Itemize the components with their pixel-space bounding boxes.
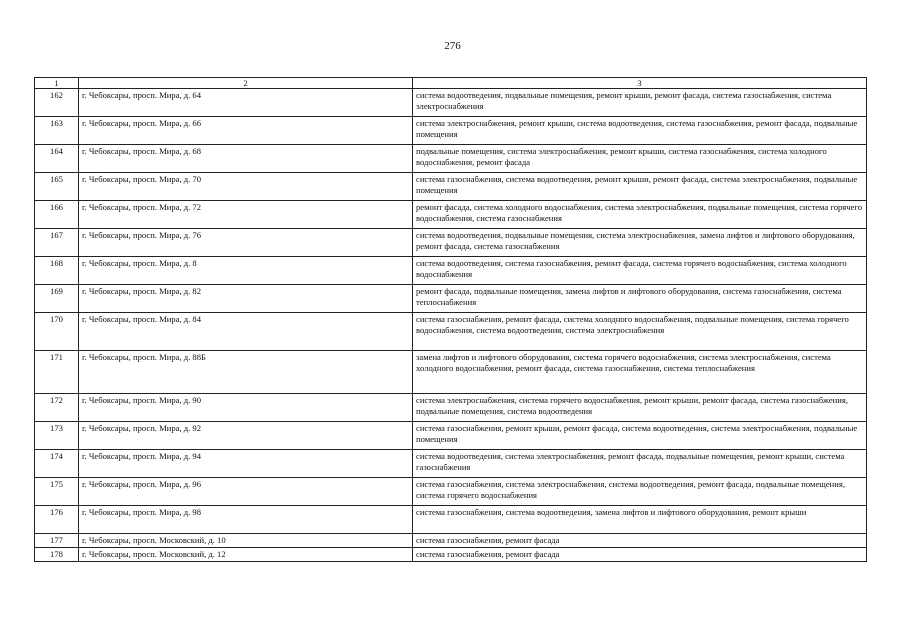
row-works: система электроснабжения, ремонт крыши, система водоотведения, система газоснабжения, ремонт фасада, подвальные помещения <box>413 117 867 145</box>
row-number: 174 <box>35 450 79 478</box>
row-address: г. Чебоксары, просп. Мира, д. 68 <box>79 145 413 173</box>
header-col-1: 1 <box>35 78 79 89</box>
row-number: 169 <box>35 285 79 313</box>
table-row <box>35 422 867 450</box>
table-row <box>35 201 867 229</box>
row-number: 164 <box>35 145 79 173</box>
row-address: г. Чебоксары, просп. Мира, д. 82 <box>79 285 413 313</box>
table-row <box>35 506 867 534</box>
row-works: система газоснабжения, ремонт фасада <box>413 548 867 562</box>
works-table <box>34 77 867 562</box>
row-number: 162 <box>35 89 79 117</box>
table-row <box>35 394 867 422</box>
row-number: 172 <box>35 394 79 422</box>
row-number: 168 <box>35 257 79 285</box>
header-row <box>35 78 867 89</box>
table-row <box>35 173 867 201</box>
table-row <box>35 117 867 145</box>
row-address: г. Чебоксары, просп. Мира, д. 84 <box>79 313 413 351</box>
table-row <box>35 478 867 506</box>
table-header <box>35 78 867 89</box>
table-row <box>35 257 867 285</box>
row-number: 163 <box>35 117 79 145</box>
row-address: г. Чебоксары, просп. Мира, д. 8 <box>79 257 413 285</box>
row-number: 177 <box>35 534 79 548</box>
row-number: 166 <box>35 201 79 229</box>
row-number: 165 <box>35 173 79 201</box>
page-number: 276 <box>444 40 461 52</box>
row-number: 170 <box>35 313 79 351</box>
row-address: г. Чебоксары, просп. Мира, д. 76 <box>79 229 413 257</box>
table-row <box>35 285 867 313</box>
row-works: ремонт фасада, система холодного водоснабжения, система электроснабжения, подвальные помещения, система горячего водоснабжения, система газоснабжения <box>413 201 867 229</box>
row-works: система газоснабжения, система водоотведения, ремонт крыши, ремонт фасада, система электроснабжения, подвальные помещения <box>413 173 867 201</box>
row-works: система водоотведения, система электроснабжения, ремонт фасада, подвальные помещения, ремонт крыши, система газоснабжения <box>413 450 867 478</box>
row-address: г. Чебоксары, просп. Мира, д. 92 <box>79 422 413 450</box>
row-address: г. Чебоксары, просп. Мира, д. 90 <box>79 394 413 422</box>
row-address: г. Чебоксары, просп. Мира, д. 88Б <box>79 351 413 394</box>
row-address: г. Чебоксары, просп. Мира, д. 70 <box>79 173 413 201</box>
row-address: г. Чебоксары, просп. Мира, д. 96 <box>79 478 413 506</box>
row-number: 173 <box>35 422 79 450</box>
row-works: система водоотведения, система газоснабжения, ремонт фасада, система горячего водоснабжения, система холодного водоснабжения <box>413 257 867 285</box>
table-row <box>35 229 867 257</box>
row-address: г. Чебоксары, просп. Мира, д. 66 <box>79 117 413 145</box>
row-address: г. Чебоксары, просп. Мира, д. 72 <box>79 201 413 229</box>
row-works: система водоотведения, подвальные помещения, ремонт крыши, ремонт фасада, система газоснабжения, система электроснабжения <box>413 89 867 117</box>
table-row <box>35 313 867 351</box>
row-works: система электроснабжения, система горячего водоснабжения, ремонт крыши, ремонт фасада, система газоснабжения, подвальные помещения, система водоотведения <box>413 394 867 422</box>
row-address: г. Чебоксары, просп. Мира, д. 64 <box>79 89 413 117</box>
row-number: 176 <box>35 506 79 534</box>
row-works: система газоснабжения, ремонт фасада, система холодного водоснабжения, подвальные помещения, система горячего водоснабжения, система водоотведения, система электроснабжения <box>413 313 867 351</box>
row-address: г. Чебоксары, просп. Московский, д. 12 <box>79 548 413 562</box>
row-number: 175 <box>35 478 79 506</box>
table-row <box>35 89 867 117</box>
row-works: система газоснабжения, система водоотведения, замена лифтов и лифтового оборудования, ремонт крыши <box>413 506 867 534</box>
row-address: г. Чебоксары, просп. Московский, д. 10 <box>79 534 413 548</box>
row-works: система газоснабжения, система электроснабжения, система водоотведения, ремонт фасада, подвальные помещения, система горячего водоснабжения <box>413 478 867 506</box>
header-col-3: 3 <box>413 78 867 89</box>
table-body <box>35 89 867 562</box>
row-number: 178 <box>35 548 79 562</box>
header-col-2: 2 <box>79 78 413 89</box>
row-address: г. Чебоксары, просп. Мира, д. 98 <box>79 506 413 534</box>
row-works: подвальные помещения, система электроснабжения, ремонт крыши, система газоснабжения, система холодного водоснабжения, ремонт фасада <box>413 145 867 173</box>
table-row <box>35 548 867 562</box>
row-number: 171 <box>35 351 79 394</box>
row-works: система газоснабжения, ремонт крыши, ремонт фасада, система водоотведения, система электроснабжения, подвальные помещения <box>413 422 867 450</box>
row-number: 167 <box>35 229 79 257</box>
table-row <box>35 351 867 394</box>
row-works: ремонт фасада, подвальные помещения, замена лифтов и лифтового оборудования, система газоснабжения, система теплоснабжения <box>413 285 867 313</box>
table-row <box>35 450 867 478</box>
table-row <box>35 534 867 548</box>
table-row <box>35 145 867 173</box>
row-address: г. Чебоксары, просп. Мира, д. 94 <box>79 450 413 478</box>
row-works: система водоотведения, подвальные помещения, система электроснабжения, замена лифтов и лифтового оборудования, ремонт фасада, система газоснабжения <box>413 229 867 257</box>
row-works: замена лифтов и лифтового оборудования, система горячего водоснабжения, система электроснабжения, система холодного водоснабжения, ремонт фасада, система газоснабжения, система теплоснабжения <box>413 351 867 394</box>
row-works: система газоснабжения, ремонт фасада <box>413 534 867 548</box>
